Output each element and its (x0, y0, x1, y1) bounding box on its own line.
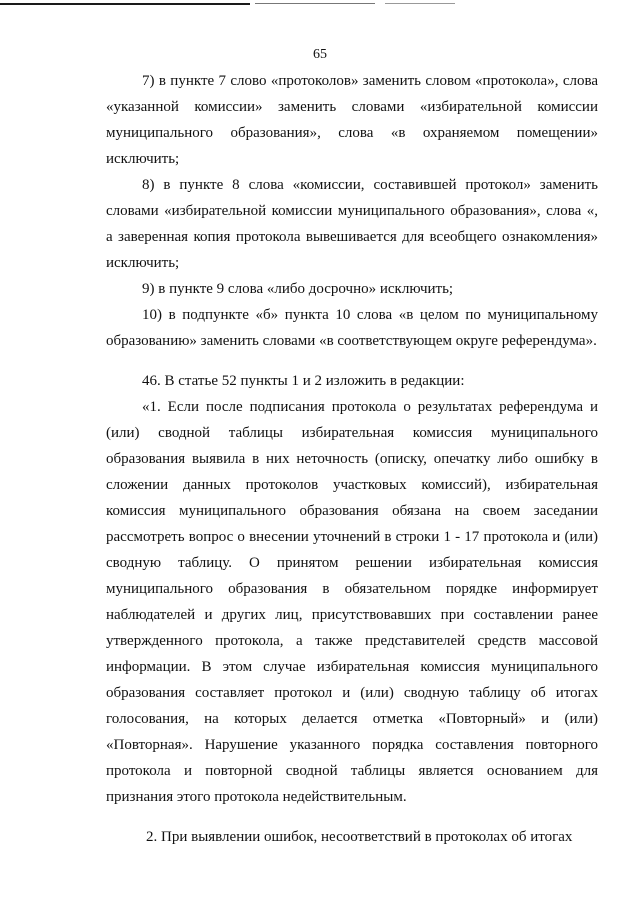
paragraph-clause-2: 2. При выявлении ошибок, несоответствий в протоколах об итогах (146, 829, 573, 845)
paragraph-item-9: 9) в пункте 9 слова «либо досрочно» исключить; (142, 281, 454, 297)
paragraph-item-10: 10) в подпункте «б» пункта 10 слова «в целом по муниципальному образованию» заменить словами «в соответствующем округе референдума». (106, 307, 598, 349)
scan-rule-segment (0, 3, 250, 5)
document-body (106, 68, 598, 850)
page-number: 65 (313, 47, 327, 62)
scan-top-rule (0, 3, 600, 6)
paragraph-section-46: 46. В статье 52 пункты 1 и 2 изложить в редакции: (142, 373, 465, 389)
paragraph-item-8: 8) в пункте 8 слова «комиссии, составившей протокол» заменить словами «избирательной комиссии муниципального образования», слова «, а заверенная копия протокола вывешивается для всеобщего ознакомления» исключить; (106, 177, 598, 271)
scan-rule-segment (255, 3, 375, 4)
scan-rule-segment (385, 3, 455, 4)
paragraph-item-7: 7) в пункте 7 слово «протоколов» заменить словом «протокола», слова «указанной комиссии» заменить словами «избирательной комиссии муниципального образования», слова «в охраняемом помещении» исключить; (106, 73, 598, 167)
paragraph-clause-1: «1. Если после подписания протокола о результатах референдума и (или) сводной таблицы избирательная комиссия муниципального образования выявила в них неточность (описку, опечатку либо ошибку в сложении данных протоколов участковых комиссий), избирательная комиссия муниципального образования обязана на своем заседании рассмотреть вопрос о внесении уточнений в строки 1 - 17 протокола и (или) сводную таблицу. О принятом решении избирательная комиссия муниципального образования в обязательном порядке информирует наблюдателей и других лиц, присутствовавших при составлении ранее утвержденного протокола, а также представителей средств массовой информации. В этом случае избирательная комиссия муниципального образования составляет протокол и (или) сводную таблицу об итогах голосования, на которых делается отметка «Повторный» и (или) «Повторная». Нарушение указанного порядка составления повторного протокола и повторной сводной таблицы является основанием для признания этого протокола недействительным. (106, 399, 598, 805)
